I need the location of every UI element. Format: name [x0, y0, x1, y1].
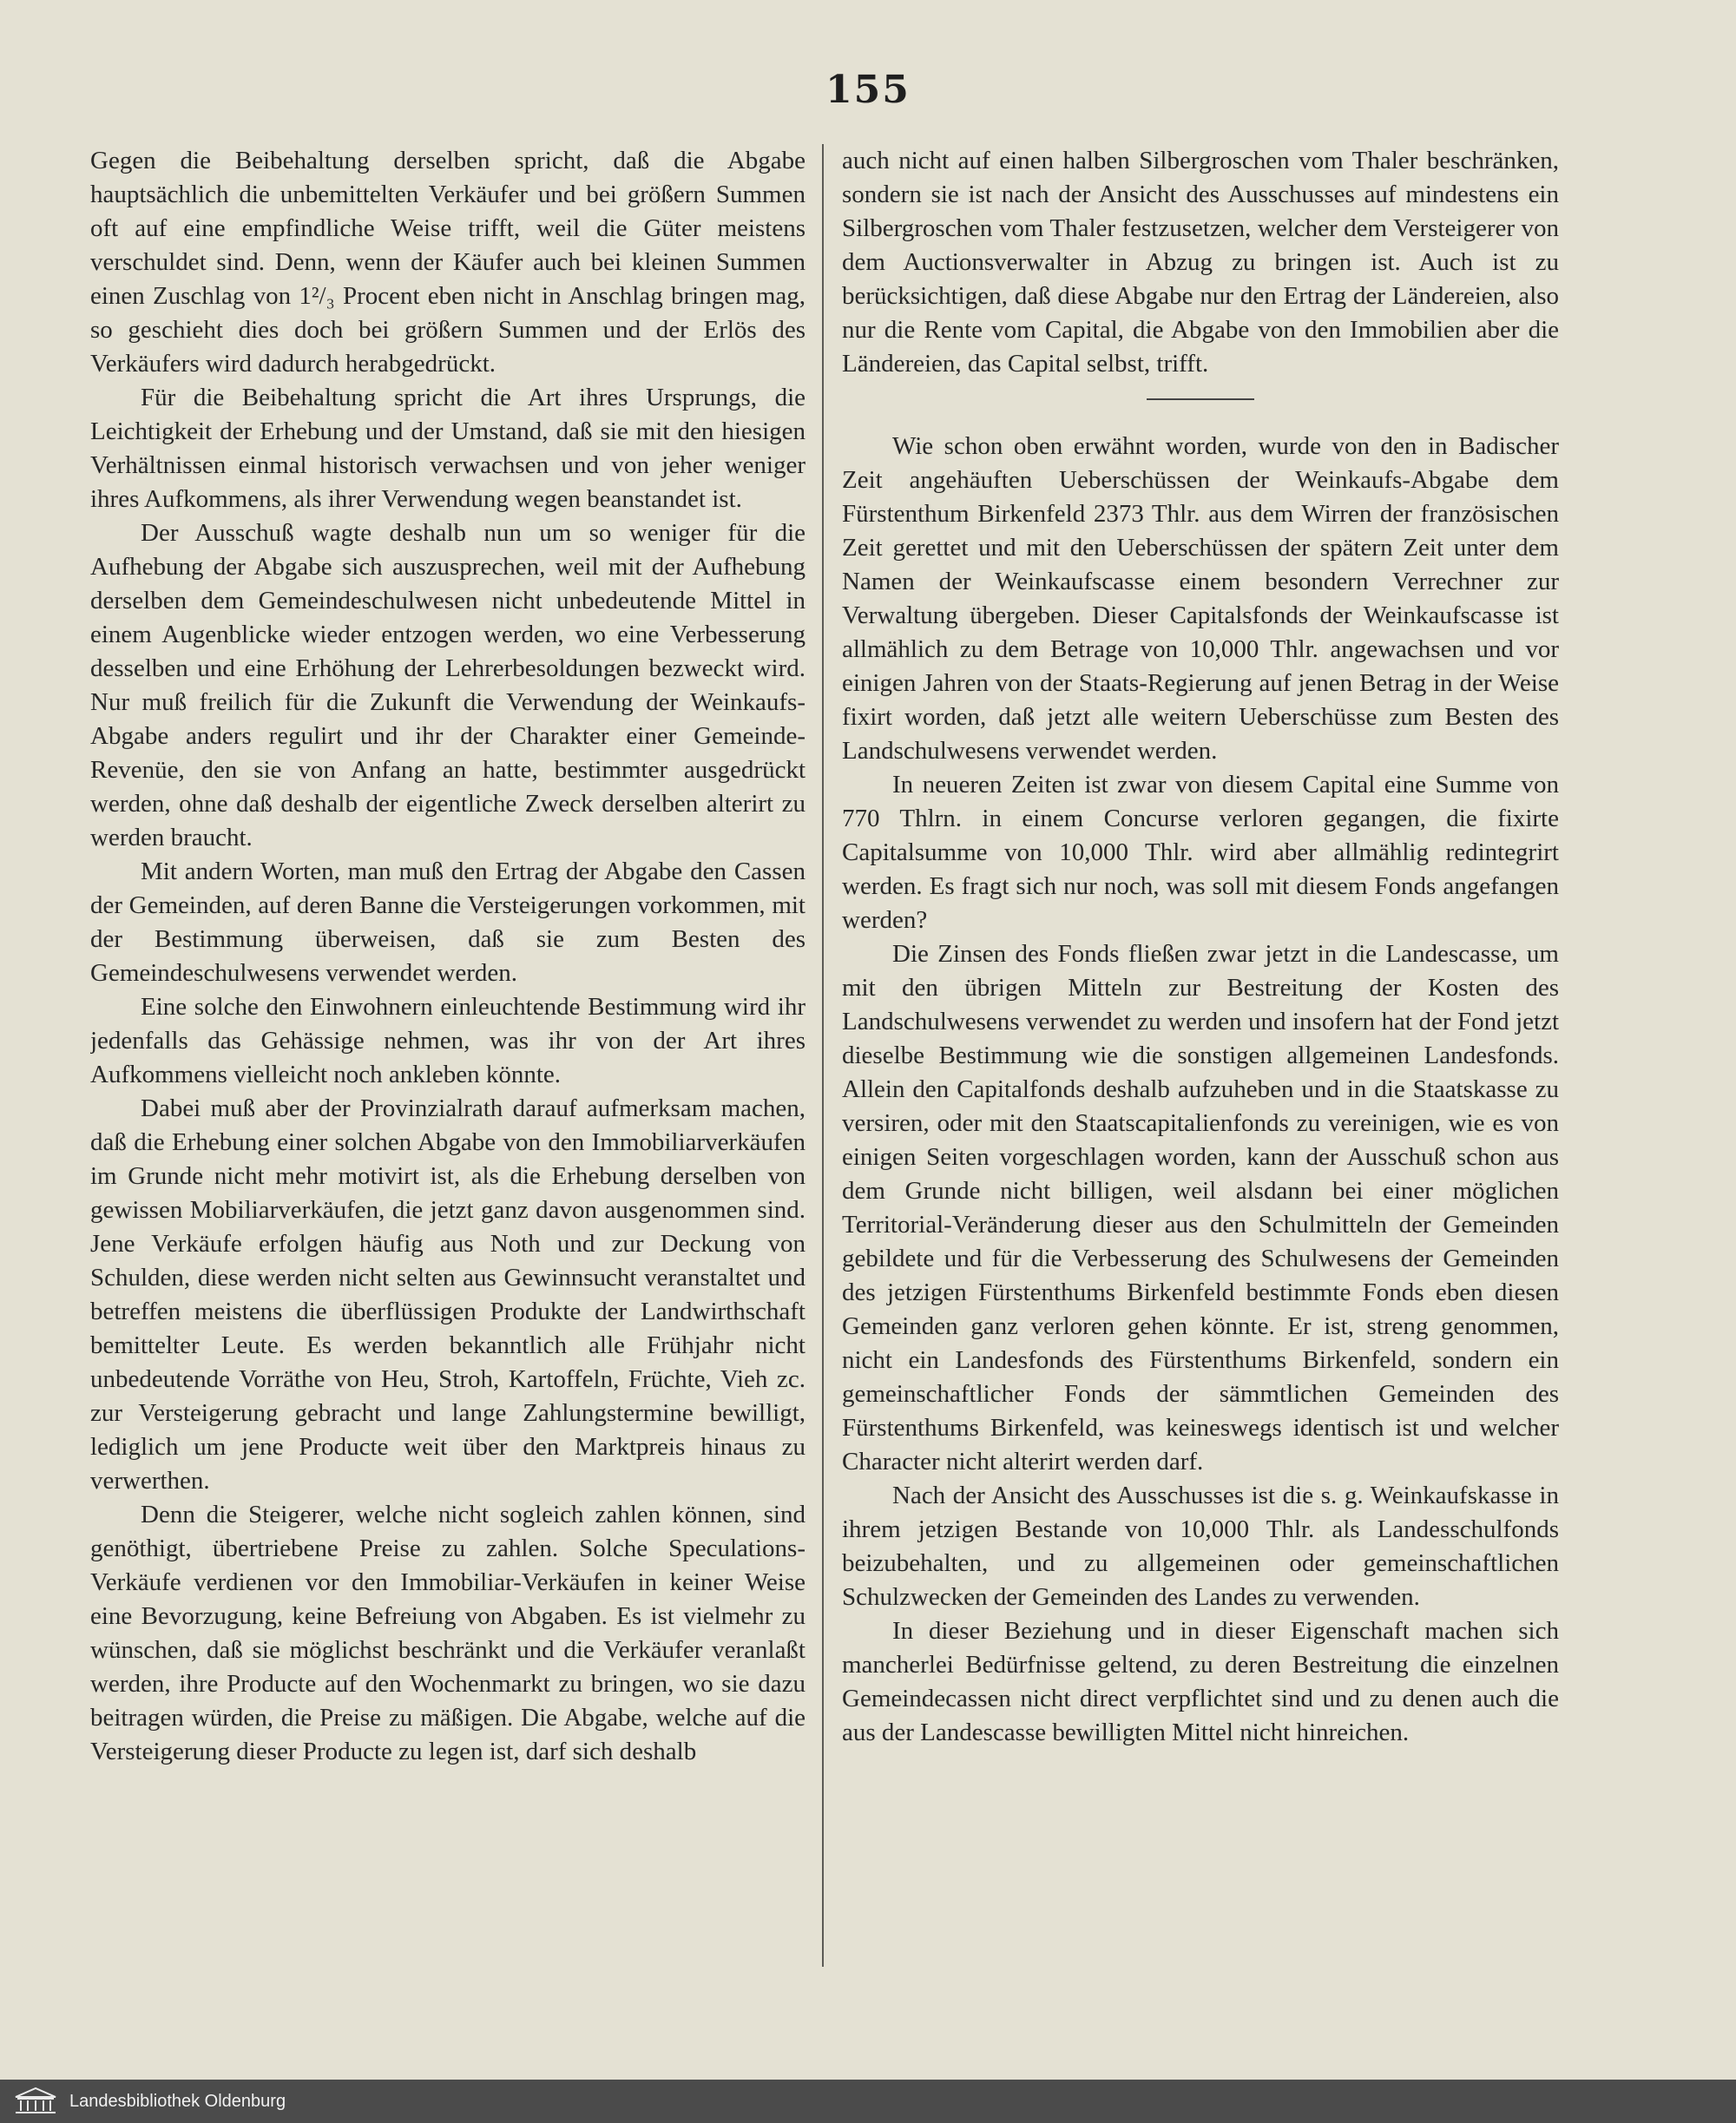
footer-bar [0, 2080, 1736, 2123]
library-name: Landesbibliothek Oldenburg [69, 2091, 286, 2111]
paragraph: Der Ausschuß wagte deshalb nun um so weniger für die Aufhebung der Abgabe sich auszusprechen, weil mit der Aufhebung derselben dem Gemeindeschulwesen nicht unbedeutende Mittel in einem Augenblicke wieder entzogen werden, wo eine Verbesserung desselben und eine Erhöhung der Lehrerbesoldungen bezweckt wird. Nur muß freilich für die Zukunft die Verwendung der Weinkaufs-Abgabe anders regulirt und ihr der Charakter einer Gemeinde-Revenüe, den sie von Anfang an hatte, bestimmter ausgedrückt werden, ohne daß deshalb der eigentliche Zweck derselben alterirt zu werden braucht. [90, 519, 806, 851]
paragraph: auch nicht auf einen halben Silbergroschen vom Thaler beschränken, sondern sie ist nach der Ansicht des Ausschusses auf mindestens ein Silbergroschen vom Thaler festzusetzen, welcher dem Versteigerer von dem Auctionsverwalter in Abzug zu bringen ist. Auch ist zu berücksichtigen, daß diese Abgabe nur den Ertrag der Ländereien, also nur die Rente vom Capital, die Abgabe von den Immobilien aber die Ländereien, das Capital selbst, trifft. [842, 147, 1559, 378]
paragraph: In dieser Beziehung und in dieser Eigenschaft machen sich mancherlei Bedürfnisse geltend, zu deren Bestreitung die einzelnen Gemeindecassen nicht direct verpflichtet sind und zu denen auch die aus der Landescasse bewilligten Mittel nicht hinreichen. [842, 1617, 1559, 1746]
right-column [842, 144, 1559, 1993]
paragraph: Nach der Ansicht des Ausschusses ist die s. g. Weinkaufskasse in ihrem jetzigen Bestande von 10,000 Thlr. als Landesschulfonds beizubehalten, und zu allgemeinen oder gemeinschaftlichen Schulzwecken der Gemeinden des Landes zu verwenden. [842, 1482, 1559, 1611]
paragraph: Für die Beibehaltung spricht die Art ihres Ursprungs, die Leichtigkeit der Erhebung und der Umstand, daß sie mit den hiesigen Verhältnissen einmal historisch verwachsen und von jeher weniger ihres Aufkommens, als ihrer Verwendung wegen beanstandet ist. [90, 384, 806, 513]
library-building-icon [12, 2087, 59, 2116]
section-divider [1147, 398, 1254, 400]
left-column [90, 144, 806, 1993]
column-divider [822, 144, 824, 1967]
paragraph: Eine solche den Einwohnern einleuchtende Bestimmung wird ihr jedenfalls das Gehässige nehmen, was ihr von der Art ihres Aufkommens vielleicht noch ankleben könnte. [90, 993, 806, 1088]
paragraph: Gegen die Beibehaltung derselben spricht, daß die Abgabe hauptsächlich die unbemittelten Verkäufer und bei größern Summen oft auf eine empfindliche Weise trifft, weil die Güter meistens verschuldet sind. Denn, wenn der Käufer auch bei kleinen Summen einen Zuschlag von 1²/₃ Procent eben nicht in Anschlag bringen mag, so geschieht dies doch bei größern Summen und der Erlös des Verkäufers wird dadurch herabgedrückt. [90, 147, 806, 378]
paragraph: Dabei muß aber der Provinzialrath darauf aufmerksam machen, daß die Erhebung einer solchen Abgabe von den Immobiliarverkäufen im Grunde nicht mehr motivirt ist, als die Erhebung derselben von gewissen Mobiliarverkäufen, die jetzt ganz davon ausgenommen sind. Jene Verkäufe erfolgen häufig aus Noth und zur Deckung von Schulden, diese werden nicht selten aus Gewinnsucht veranstaltet und betreffen meistens die überflüssigen Produkte der Landwirthschaft bemittelter Leute. Es werden bekanntlich alle Frühjahr nicht unbedeutende Vorräthe von Heu, Stroh, Kartoffeln, Früchte, Vieh zc. zur Versteigerung gebracht und lange Zahlungstermine bewilligt, lediglich um jene Producte weit über den Marktpreis hinaus zu verwerthen. [90, 1094, 806, 1495]
paragraph: Denn die Steigerer, welche nicht sogleich zahlen können, sind genöthigt, übertriebene Preise zu zahlen. Solche Speculations-Verkäufe verdienen vor den Immobiliar-Verkäufen in keiner Weise eine Bevorzugung, keine Befreiung von Abgaben. Es ist vielmehr zu wünschen, daß sie möglichst beschränkt und die Verkäufer veranlaßt werden, ihre Producte auf den Wochenmarkt zu bringen, wo sie dazu beitragen würden, die Preise zu mäßigen. Die Abgabe, welche auf die Versteigerung dieser Producte zu legen ist, darf sich deshalb [90, 1501, 806, 1765]
paragraph: Wie schon oben erwähnt worden, wurde von den in Badischer Zeit angehäuften Ueberschüssen der Weinkaufs-Abgabe dem Fürstenthum Birkenfeld 2373 Thlr. aus dem Wirren der französischen Zeit gerettet und mit den Ueberschüssen der spätern Zeit unter dem Namen der Weinkaufscasse einem besondern Verrechner zur Verwaltung übergeben. Dieser Capitalsfonds der Weinkaufscasse ist allmählich zu dem Betrage von 10,000 Thlr. angewachsen und vor einigen Jahren von der Staats-Regierung auf jenen Betrag in der Weise fixirt worden, daß jetzt alle weitern Ueberschüsse zum Besten des Landschulwesens verwendet werden. [842, 432, 1559, 765]
paragraph: In neueren Zeiten ist zwar von diesem Capital eine Summe von 770 Thlrn. in einem Concurse verloren gegangen, die fixirte Capitalsumme von 10,000 Thlr. wird aber allmählig redintegrirt werden. Es fragt sich nur noch, was soll mit diesem Fonds angefangen werden? [842, 771, 1559, 934]
paragraph: Mit andern Worten, man muß den Ertrag der Abgabe den Cassen der Gemeinden, auf deren Banne die Versteigerungen vorkommen, mit der Bestimmung überweisen, daß sie zum Besten des Gemeindeschulwesens verwendet werden. [90, 858, 806, 987]
page-number: 155 [825, 68, 911, 112]
paragraph: Die Zinsen des Fonds fließen zwar jetzt in die Landescasse, um mit den übrigen Mitteln zur Bestreitung der Kosten des Landschulwesens verwendet zu werden und insofern hat der Fond jetzt dieselbe Bestimmung wie die sonstigen allgemeinen Landesfonds. Allein den Capitalfonds deshalb aufzuheben und in die Staatskasse zu versiren, oder mit den Staatscapitalienfonds zu vereinigen, wie es von einigen Seiten vorgeschlagen worden, kann der Ausschuß schon aus dem Grunde nicht billigen, weil alsdann bei einer möglichen Territorial-Veränderung dieser aus den Schulmitteln der Gemeinden gebildete und für die Verbesserung des Schulwesens der Gemeinden des jetzigen Fürstenthums Birkenfeld bestimmte Fonds eben diesen Gemeinden ganz verloren gehen könnte. Er ist, streng genommen, nicht ein Landesfonds des Fürstenthums Birkenfeld, sondern ein gemeinschaftlicher Fonds der sämmtlichen Gemeinden des Fürstenthums Birkenfeld, was keineswegs identisch ist und welcher Character nicht alterirt werden darf. [842, 940, 1559, 1476]
